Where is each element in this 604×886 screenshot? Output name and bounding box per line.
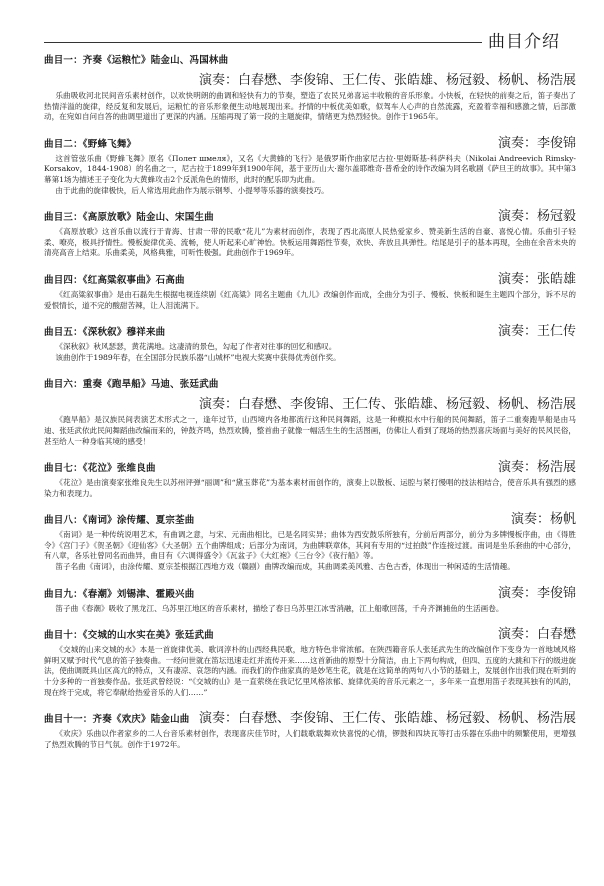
program-item-title: 曲目八：《南词》涂传耀、夏宗荃曲 [44,515,195,527]
program-item [44,707,576,750]
program-item-header [44,456,576,475]
description-paragraph: 《深秋叙》秋风瑟瑟，黄花满地。这凄清的景色，勾起了作者对往事的回忆和感叹。 [55,342,337,352]
program-item-performers: 演奏：王仁传 [497,324,576,340]
program-item [44,132,576,196]
program-item-performers: 演奏：白春懋、李俊锦、王仁传、张皓雄、杨冠毅、杨帆、杨浩展 [198,711,576,727]
program-item-header [44,320,576,339]
program-item-title: 曲目九：《春潮》刘锡津、霍殿兴曲 [44,588,195,600]
program-item-description [44,342,576,363]
program-item-description [44,478,576,499]
description-paragraph: 笛子曲《春潮》吸收了黑龙江、乌苏里江地区的音乐素材，描绘了春日乌苏里江冰雪消融，江上船歌回荡，千舟齐渊捕鱼的生活画卷。 [55,603,504,613]
program-item-title: 曲目二：《野蜂飞舞》 [44,138,137,150]
program-item [44,320,576,363]
program-item-title: 曲目十：《交城的山水实在美》张廷武曲 [44,630,214,642]
program-item-header [44,582,576,601]
program-item-title: 曲目六：重奏《跑旱船》马迪、张廷武曲 [44,379,219,391]
description-paragraph: 这首管弦乐曲《野蜂飞舞》原名《Полет шмеля》，又名《大黄蜂的飞行》是俄罗斯作曲家尼古拉·里姆斯基-科萨科夫（Nikolai Andreevich Rimsky-Korsakov，1844-1908）的名曲之一，尼古拉于1899年到1900年间，基于亚历山大·谢尔盖耶维奇·普希金的诗作改编为同名歌剧《萨旦王的故事》。其中第3幕第1场为描述王子变化为大黄蜂攻击2个反派角色的情形，此时的配乐即为此曲。 [44,153,576,184]
program-item [44,582,576,615]
program-item-title: 曲目三：《高原放歌》陆金山、宋国生曲 [44,212,214,224]
program-item-header [44,132,576,151]
program-item [44,508,576,572]
description-paragraph: 《红高粱叙事曲》是由石磊先生根据电视连续剧《红高粱》同名主题曲《九儿》改编创作而成，全曲分为引子、慢板、快板和诞生主题四个部分，诉不尽的爱恨情长，道不完的酸甜苦辣，让人泪流满下。 [44,289,576,310]
program-item-description [44,530,576,572]
program-list [44,48,576,759]
program-item-header [44,623,576,642]
program-item-header [44,508,576,527]
description-paragraph: 《花泣》是由演奏家张维良先生以苏州评弹“丽调”和“黛玉葬花”为基本素材而创作的，演奏上以散板、运腔与紧打慢唱的技法相结合，使音乐具有强烈的感染力和表现力。 [44,478,576,498]
program-item-header [44,707,576,726]
program-item-description [44,290,576,311]
program-item [44,48,576,123]
description-paragraph: 《南词》是一种传统说唱艺术，有曲调之意，与宋、元南曲相比，已是名同实异；曲体为西安鼓乐所独有，分前后两部分，前分为多牌慢板序曲，由《得胜令》《宫门子》《贺圣朝》《迎仙客》《大圣朝》五个曲牌组成；后部分为南词，为曲牌联章体，其间有专用的“过拍鼓”作连接过渡。南词是坐乐套曲的中心部分，有八章，各乐社曾同名而曲异，曲目有《六调得盛令》《瓦盆子》《大红袍》《三台令》《夜行船》等。 [44,530,576,561]
program-item-header [44,372,576,412]
program-item-title: 曲目五：《深秋叙》穆祥来曲 [44,327,166,339]
program-item [44,205,576,259]
program-item-description [44,729,576,750]
program-item-header [44,268,576,287]
page-title: 曲目介绍 [488,32,560,52]
description-paragraph: 《高原放歌》这首乐曲以流行于青海、甘肃一带的民歌“花儿”为素材而创作，表现了西北高原人民热爱家乡、赞美新生活的自豪、喜悦心情。乐曲引子轻柔、嘹亮，极具抒情性。慢板旋律优美、流畅，使人听起来心旷神怡。快板运用舞蹈性节奏，欢快、奔放且具弹性。结尾是引子的基本再现，全曲在余音未央的清亮高音上结束。乐曲柔美，风格典雅，可听性极强。此曲创作于1969年。 [44,227,576,258]
program-item-title: 曲目七：《花泣》张维良曲 [44,463,156,475]
program-item [44,456,576,499]
program-item-performers: 演奏：李俊锦 [497,135,576,151]
program-item-description [44,154,576,196]
program-item-performers: 演奏：杨冠毅 [497,209,576,225]
description-paragraph: 笛子名曲《南词》，由涂传耀、夏宗荃根据江西地方戏（赣剧）曲牌改编而成，其曲调柔美风雅、古色古香，体现出一种闲适的生活情趣。 [55,562,515,572]
program-item-title: 曲目一：齐奏《运粮忙》陆金山、冯国林曲 [44,55,229,66]
program-item-title: 曲目十一：齐奏《欢庆》陆金山曲 [44,714,190,726]
program-item-performers: 演奏：白春懋、李俊锦、王仁传、张皓雄、杨冠毅、杨帆、杨浩展 [198,397,576,413]
header-rule [44,42,482,43]
description-paragraph: 该曲创作于1989年春，在全国部分民族乐器“山城杯”电视大奖赛中获得优秀创作奖。 [55,352,341,362]
description-paragraph: 乐曲吸收河北民间音乐素材创作，以欢快明朗的曲调和轻快有力的节奏，塑造了农民兄弟喜运丰收粮的音乐形象。小快板，在轻快的前奏之后，笛子奏出了热情洋溢的旋律，经反复和发展后，运粮忙的音乐形象便生动地展现出来。抒情的中板优美如歌，似驾车人心声的自然流露，充盈着幸福和感激之情，后部激动，在宛如自问自答的曲调里道出了更深的内涵。压缩再现了第一段的主题旋律，情绪更为热烈轻快。创作于1965年。 [44,91,576,122]
program-item-title: 曲目四：《红高粱叙事曲》石高曲 [44,274,185,286]
program-item [44,372,576,447]
description-paragraph: 《交城的山来交城的水》本是一首旋律优美、歌词淳朴的山西经典民歌，地方特色非常浓郁。在陕西籍音乐人张延武先生的改编创作下变身为一首地域风格鲜明又赋予时代气息的笛子独奏曲。一经问世就在笛坛迅速走红并流传开来……这首新曲的原型十分简洁，由上下两句构成，但四、五度的大跳和下行的级进旋法，使曲调既具山区高亢的特点，又有凄凉、哀怨的内涵。而我们的作曲家真的是妙笔生花，就是在这简单的两句八小节的基础上，发展创作出我们现在听到的十分多种的一首独奏作品。张廷武曾经说：“《交城的山》是一直萦绕在我记忆里风格浓郁、旋律优美的音乐元素之一，多年来一直想用笛子表现其独有的风韵，现在终于完成，将它奉献给热爱音乐的人们……” [44,645,576,697]
program-item-header [44,48,576,88]
program-item-performers: 演奏：张皓雄 [497,271,576,287]
program-item-description [44,415,576,447]
program-item-description [44,91,576,123]
program-item-performers: 演奏：杨帆 [510,512,576,528]
program-item-description [44,604,576,615]
program-item-description [44,227,576,259]
program-item-performers: 演奏：白春懋、李俊锦、王仁传、张皓雄、杨冠毅、杨帆、杨浩展 [198,73,576,88]
program-item-performers: 演奏：白春懋 [497,627,576,643]
description-paragraph: 《跑旱船》是汉族民间表演艺术形式之一，逢年过节，山西境内各地都流行这种民间舞蹈，这是一种模拟水中行船的民间舞蹈，笛子二重奏跑旱船是由马迪、张廷武依此民间舞蹈曲改编而来的，钟鼓齐鸣，热烈欢腾，整首曲子就像一幅活生生的生活图画，仿佛让人看到了现场的热烈喜庆场面与美好的民风民俗，甚至给人一种身临其境的感受！ [44,415,576,446]
program-item [44,623,576,698]
program-item-header [44,205,576,224]
description-paragraph: 由于此曲的旋律极快，后人常选用此曲作为展示钢琴、小提琴等乐器的演奏技巧。 [55,185,329,195]
program-item-description [44,645,576,698]
program-item [44,268,576,311]
program-item-performers: 演奏：杨浩展 [497,460,576,476]
description-paragraph: 《欢庆》乐曲以作者家乡的二人台音乐素材创作，表现喜庆佳节时，人们载歌载舞欢快喜悦的心情，锣鼓和四块瓦等打击乐器在乐曲中的频繁使用，更增强了热烈欢腾的节日气氛。创作于1972年。 [44,729,576,749]
program-item-performers: 演奏：李俊锦 [497,585,576,601]
